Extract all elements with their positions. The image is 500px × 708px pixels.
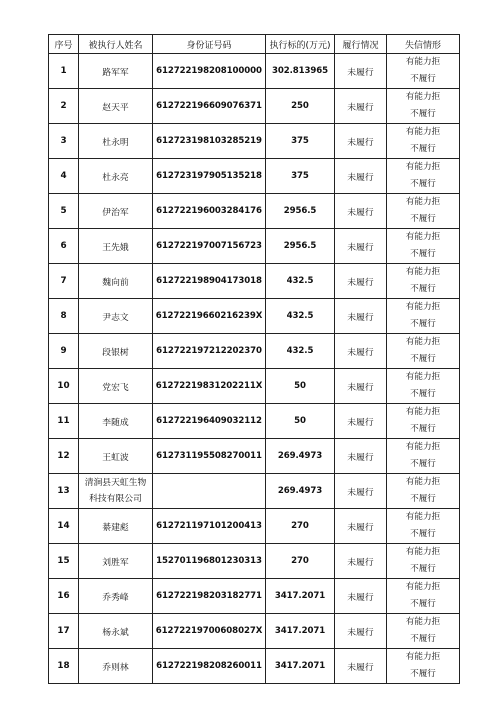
row-amount: 3417.2071 — [266, 614, 335, 649]
row-seq: 12 — [49, 439, 79, 474]
row-name: 段银树 — [79, 334, 153, 369]
table-row — [49, 159, 460, 194]
row-id-number: 612722196609076371 — [153, 89, 266, 124]
row-id-number: 612723198103285219 — [153, 124, 266, 159]
row-credit — [387, 264, 460, 299]
table-row — [49, 614, 460, 649]
row-seq: 15 — [49, 544, 79, 579]
row-credit-line: 有能力拒 — [405, 337, 441, 347]
row-name: 路军军 — [79, 54, 153, 89]
row-credit-line: 有能力拒 — [405, 582, 441, 592]
table-row — [49, 264, 460, 299]
row-name: 伊治军 — [79, 194, 153, 229]
header-amount: 执行标的(万元) — [266, 35, 335, 54]
row-amount: 432.5 — [266, 264, 335, 299]
table-row — [49, 509, 460, 544]
row-credit — [387, 299, 460, 334]
row-id-number: 152701196801230313 — [153, 544, 266, 579]
row-credit-line: 不履行 — [410, 109, 436, 119]
row-id-number: 612722197212202370 — [153, 334, 266, 369]
row-status: 未履行 — [335, 334, 387, 369]
row-status: 未履行 — [335, 579, 387, 614]
table-row — [49, 299, 460, 334]
row-status: 未履行 — [335, 544, 387, 579]
row-amount: 375 — [266, 159, 335, 194]
table-body — [49, 54, 460, 684]
row-amount: 2956.5 — [266, 194, 335, 229]
row-credit-line: 有能力拒 — [405, 372, 441, 382]
table-row — [49, 54, 460, 89]
row-status: 未履行 — [335, 299, 387, 334]
row-seq: 3 — [49, 124, 79, 159]
row-credit — [387, 544, 460, 579]
row-credit-line: 有能力拒 — [405, 267, 441, 277]
row-name-line: 科技有限公司 — [89, 494, 142, 504]
row-amount: 50 — [266, 369, 335, 404]
row-credit-line: 有能力拒 — [405, 652, 441, 662]
row-status: 未履行 — [335, 509, 387, 544]
row-credit-line: 不履行 — [410, 529, 436, 539]
table-row — [49, 579, 460, 614]
row-id-number: 612721197101200413 — [153, 509, 266, 544]
row-credit — [387, 439, 460, 474]
table-row — [49, 649, 460, 684]
row-credit — [387, 579, 460, 614]
row-credit — [387, 124, 460, 159]
table-row — [49, 544, 460, 579]
row-credit — [387, 159, 460, 194]
row-credit-line: 有能力拒 — [405, 127, 441, 137]
table-row — [49, 404, 460, 439]
row-name: 赵天平 — [79, 89, 153, 124]
row-name: 刘胜军 — [79, 544, 153, 579]
row-id-number: 612722198904173018 — [153, 264, 266, 299]
header-id-number: 身份证号码 — [153, 35, 266, 54]
row-credit-line: 不履行 — [410, 144, 436, 154]
row-seq: 1 — [49, 54, 79, 89]
row-name: 乔秀峰 — [79, 579, 153, 614]
row-id-number: 612723197905135218 — [153, 159, 266, 194]
row-id-number: 61272219700608027X — [153, 614, 266, 649]
header-row — [49, 35, 460, 54]
row-seq: 13 — [49, 474, 79, 509]
row-id-number: 612722196003284176 — [153, 194, 266, 229]
row-credit-line: 不履行 — [410, 459, 436, 469]
row-credit-line: 不履行 — [410, 494, 436, 504]
row-id-number: 612722197007156723 — [153, 229, 266, 264]
header-name: 被执行人姓名 — [79, 35, 153, 54]
row-seq: 4 — [49, 159, 79, 194]
row-amount: 302.813965 — [266, 54, 335, 89]
row-status: 未履行 — [335, 614, 387, 649]
table-row — [49, 124, 460, 159]
table-row — [49, 194, 460, 229]
row-amount: 50 — [266, 404, 335, 439]
row-credit-line: 不履行 — [410, 599, 436, 609]
row-id-number: 61272219831202211X — [153, 369, 266, 404]
row-name: 杜永亮 — [79, 159, 153, 194]
row-id-number: 612731195508270011 — [153, 439, 266, 474]
row-seq: 18 — [49, 649, 79, 684]
row-status: 未履行 — [335, 474, 387, 509]
row-credit — [387, 614, 460, 649]
row-credit-line: 不履行 — [410, 424, 436, 434]
header-status: 履行情况 — [335, 35, 387, 54]
row-seq: 16 — [49, 579, 79, 614]
row-id-number: 61272219660216239X — [153, 299, 266, 334]
row-seq: 10 — [49, 369, 79, 404]
row-name: 杜永明 — [79, 124, 153, 159]
row-name — [79, 474, 153, 509]
row-amount: 3417.2071 — [266, 649, 335, 684]
row-name: 尹志文 — [79, 299, 153, 334]
row-seq: 2 — [49, 89, 79, 124]
row-id-number: 612722198203182771 — [153, 579, 266, 614]
row-credit — [387, 229, 460, 264]
row-credit-line: 不履行 — [410, 389, 436, 399]
row-status: 未履行 — [335, 439, 387, 474]
row-status: 未履行 — [335, 194, 387, 229]
table-row — [49, 89, 460, 124]
row-id-number: 612722198208260011 — [153, 649, 266, 684]
row-status: 未履行 — [335, 264, 387, 299]
row-credit — [387, 649, 460, 684]
row-credit — [387, 404, 460, 439]
row-amount: 270 — [266, 544, 335, 579]
row-credit-line: 不履行 — [410, 669, 436, 679]
row-seq: 11 — [49, 404, 79, 439]
row-credit-line: 有能力拒 — [405, 57, 441, 67]
row-credit-line: 不履行 — [410, 179, 436, 189]
row-credit-line: 不履行 — [410, 634, 436, 644]
row-credit-line: 有能力拒 — [405, 302, 441, 312]
header-credit: 失信情形 — [387, 35, 460, 54]
row-seq: 6 — [49, 229, 79, 264]
row-seq: 5 — [49, 194, 79, 229]
table-row — [49, 229, 460, 264]
row-credit-line: 不履行 — [410, 214, 436, 224]
row-amount: 375 — [266, 124, 335, 159]
row-credit-line: 有能力拒 — [405, 197, 441, 207]
row-credit-line: 有能力拒 — [405, 162, 441, 172]
row-credit-line: 有能力拒 — [405, 477, 441, 487]
row-id-number — [153, 474, 266, 509]
row-seq: 9 — [49, 334, 79, 369]
row-name: 綦建彪 — [79, 509, 153, 544]
row-credit-line: 有能力拒 — [405, 547, 441, 557]
row-amount: 432.5 — [266, 299, 335, 334]
row-name: 魏向前 — [79, 264, 153, 299]
table-row — [49, 474, 460, 509]
row-status: 未履行 — [335, 404, 387, 439]
row-credit-line: 不履行 — [410, 564, 436, 574]
row-amount: 270 — [266, 509, 335, 544]
row-credit-line: 不履行 — [410, 74, 436, 84]
row-credit — [387, 194, 460, 229]
row-amount: 250 — [266, 89, 335, 124]
row-amount: 269.4973 — [266, 439, 335, 474]
row-credit-line: 不履行 — [410, 284, 436, 294]
row-amount: 3417.2071 — [266, 579, 335, 614]
row-credit — [387, 369, 460, 404]
row-name-line: 清涧县天虹生物 — [84, 478, 147, 488]
table-row — [49, 334, 460, 369]
row-status: 未履行 — [335, 124, 387, 159]
row-credit-line: 有能力拒 — [405, 617, 441, 627]
row-seq: 14 — [49, 509, 79, 544]
row-amount: 2956.5 — [266, 229, 335, 264]
table-header — [49, 35, 460, 54]
row-credit-line: 有能力拒 — [405, 407, 441, 417]
row-seq: 8 — [49, 299, 79, 334]
row-credit — [387, 474, 460, 509]
row-status: 未履行 — [335, 89, 387, 124]
table-row — [49, 439, 460, 474]
row-name: 李随成 — [79, 404, 153, 439]
row-credit — [387, 334, 460, 369]
defaulter-table — [48, 34, 460, 684]
row-credit-line: 不履行 — [410, 319, 436, 329]
row-status: 未履行 — [335, 159, 387, 194]
row-credit-line: 有能力拒 — [405, 92, 441, 102]
row-status: 未履行 — [335, 229, 387, 264]
row-credit-line: 不履行 — [410, 354, 436, 364]
row-name: 乔则林 — [79, 649, 153, 684]
header-seq: 序号 — [49, 35, 79, 54]
row-amount: 432.5 — [266, 334, 335, 369]
row-seq: 17 — [49, 614, 79, 649]
row-credit-line: 有能力拒 — [405, 512, 441, 522]
row-status: 未履行 — [335, 649, 387, 684]
row-name: 王虹波 — [79, 439, 153, 474]
row-credit — [387, 509, 460, 544]
row-id-number: 612722198208100000 — [153, 54, 266, 89]
row-status: 未履行 — [335, 369, 387, 404]
row-name: 党宏飞 — [79, 369, 153, 404]
row-credit — [387, 54, 460, 89]
row-credit-line: 不履行 — [410, 249, 436, 259]
row-seq: 7 — [49, 264, 79, 299]
row-credit — [387, 89, 460, 124]
row-credit-line: 有能力拒 — [405, 442, 441, 452]
table-row — [49, 369, 460, 404]
row-name: 王先娥 — [79, 229, 153, 264]
row-name: 杨永斌 — [79, 614, 153, 649]
row-amount: 269.4973 — [266, 474, 335, 509]
row-credit-line: 有能力拒 — [405, 232, 441, 242]
row-id-number: 612722196409032112 — [153, 404, 266, 439]
row-status: 未履行 — [335, 54, 387, 89]
